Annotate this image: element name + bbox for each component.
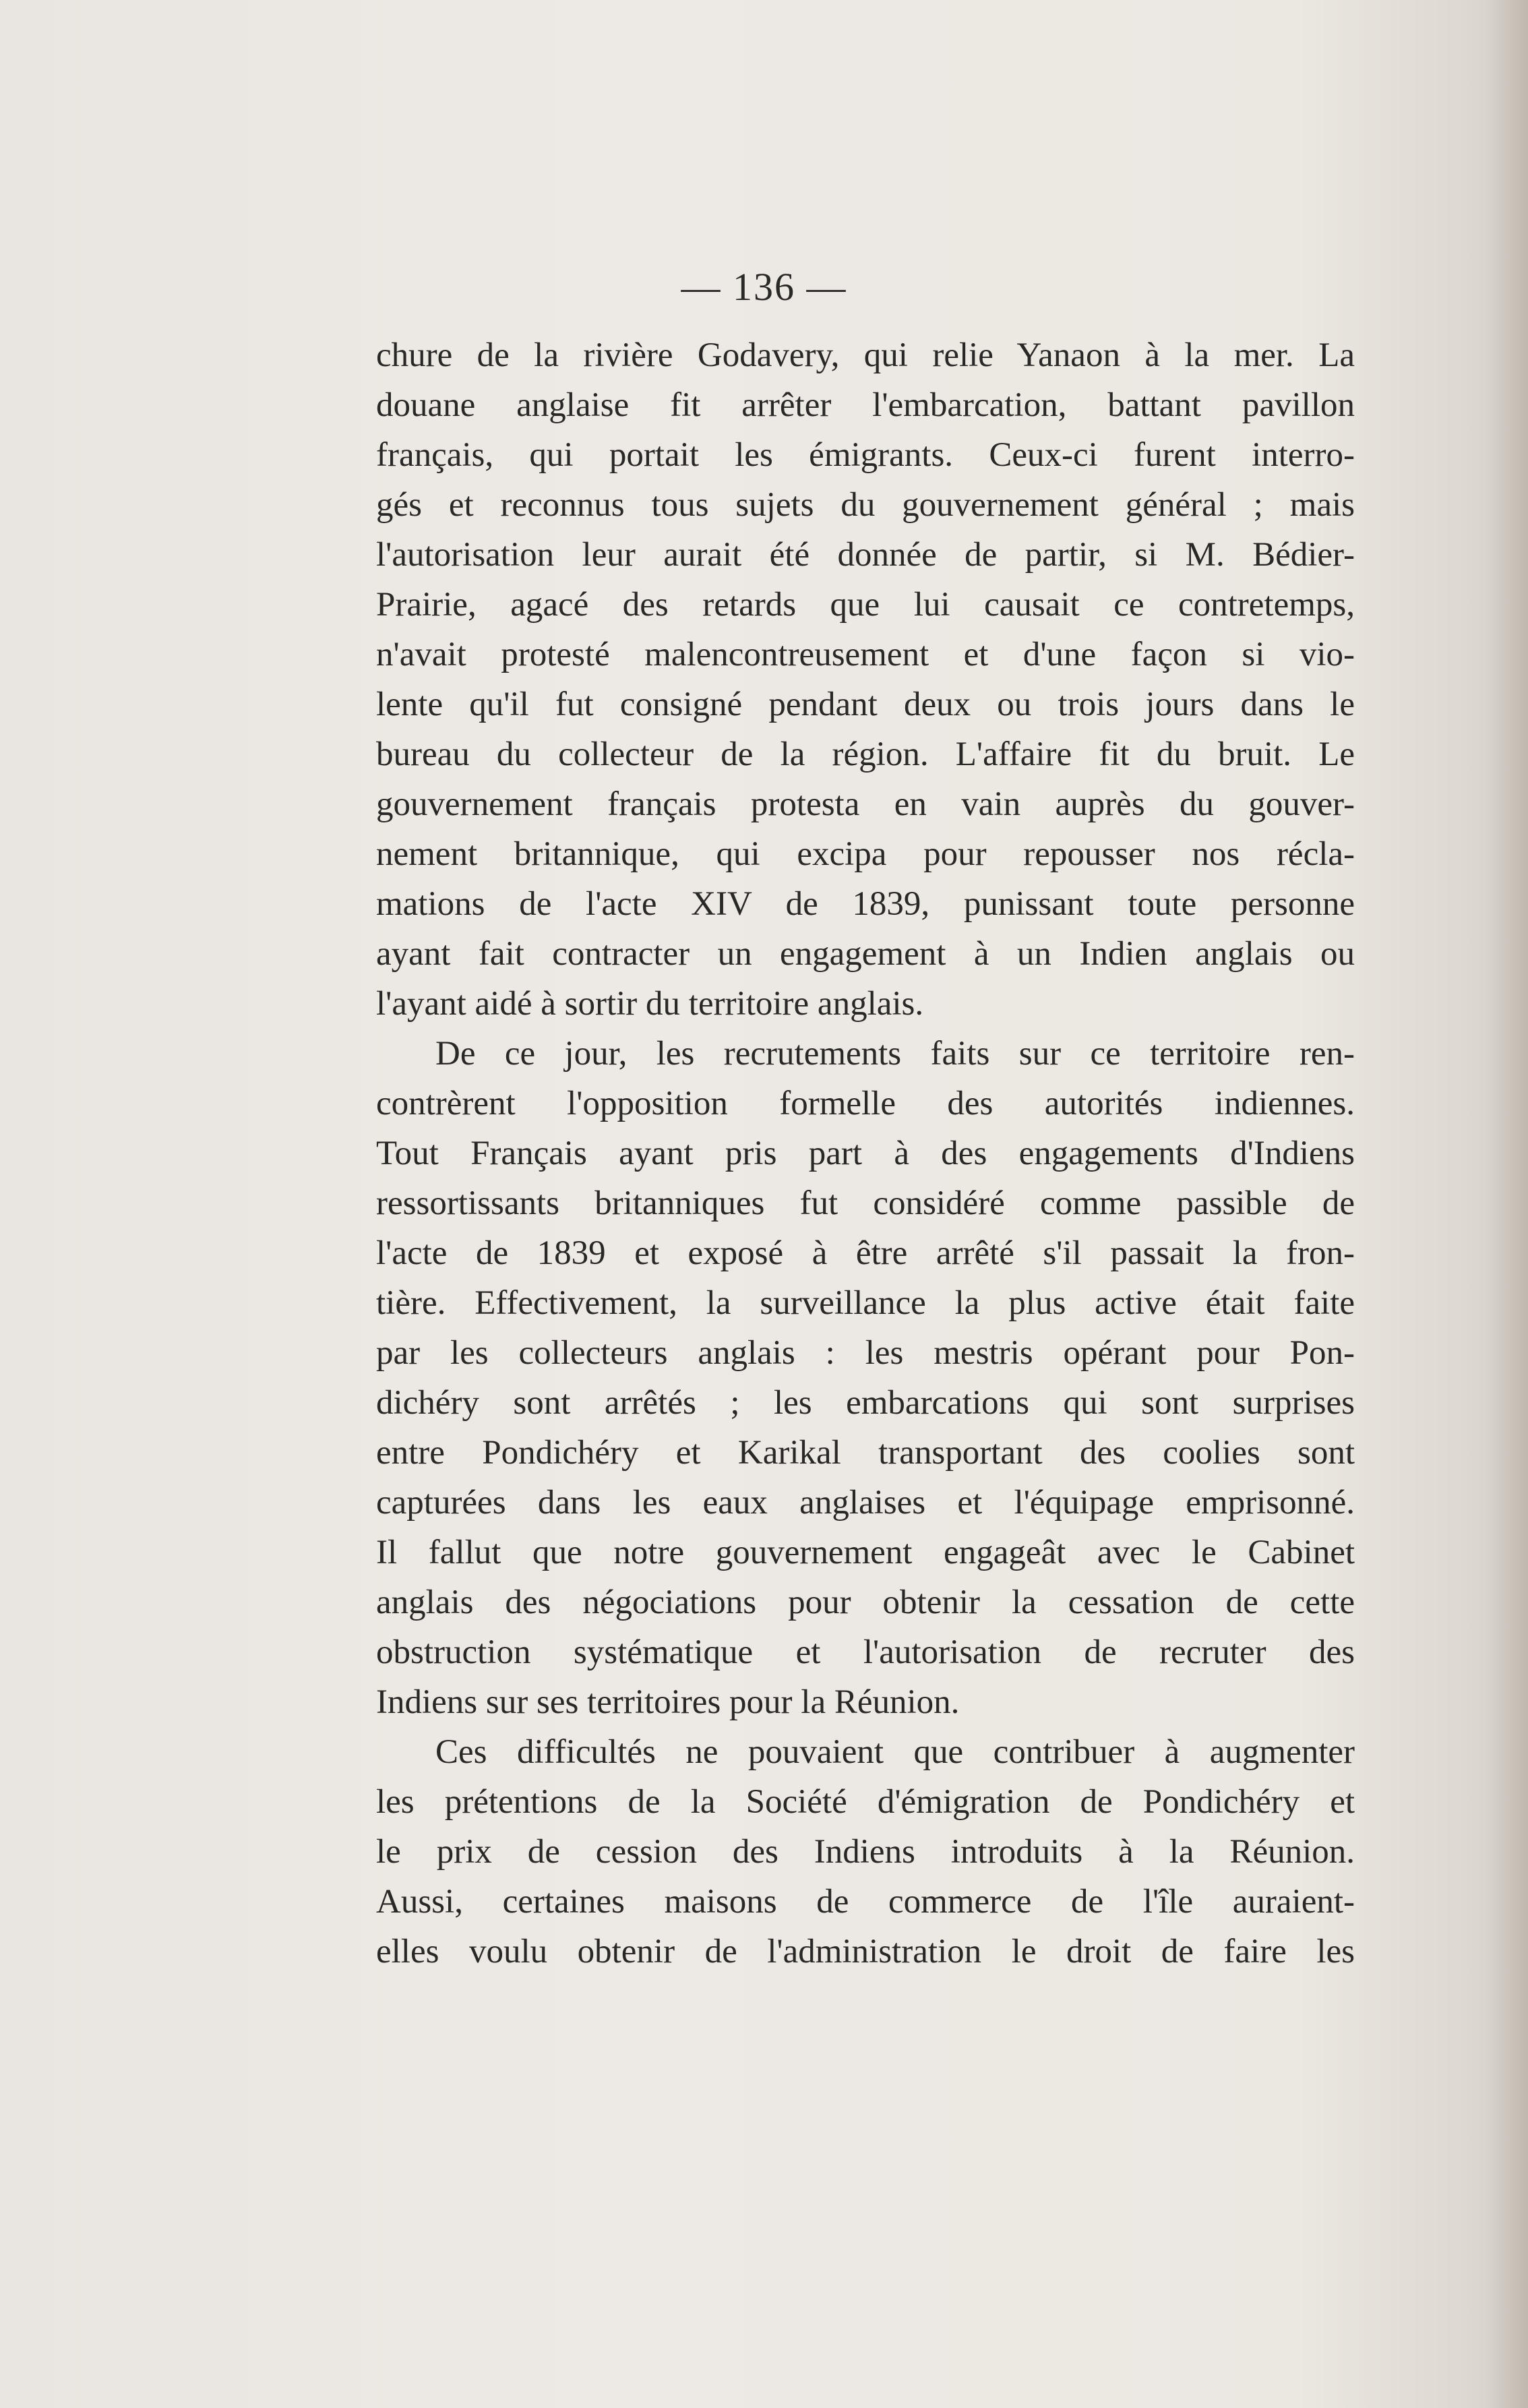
- text-line: l'acte de 1839 et exposé à être arrêté s'il passait la fron-: [376, 1234, 1355, 1272]
- text-line: Prairie, agacé des retards que lui causait ce contretemps,: [376, 586, 1355, 624]
- text-line: contrèrent l'opposition formelle des autorités indiennes.: [376, 1085, 1355, 1122]
- text-line: lente qu'il fut consigné pendant deux ou trois jours dans le: [376, 686, 1355, 723]
- text-line: Tout Français ayant pris part à des engagements d'Indiens: [376, 1135, 1355, 1172]
- paragraph-end-line: Indiens sur ses territoires pour la Réunion.: [376, 1683, 960, 1721]
- body-text: [376, 330, 1355, 1977]
- text-line: nement britannique, qui excipa pour repousser nos récla-: [376, 835, 1355, 873]
- text-line: mations de l'acte XIV de 1839, punissant toute personne: [376, 885, 1355, 923]
- paragraph-start-line: De ce jour, les recrutements faits sur ce territoire ren-: [435, 1035, 1355, 1073]
- text-line: par les collecteurs anglais : les mestris opérant pour Pon-: [376, 1334, 1355, 1372]
- paragraph-end-line: l'ayant aidé à sortir du territoire anglais.: [376, 985, 924, 1023]
- text-line: tière. Effectivement, la surveillance la plus active était faite: [376, 1284, 1355, 1322]
- text-line: les prétentions de la Société d'émigration de Pondichéry et: [376, 1783, 1355, 1821]
- text-line: bureau du collecteur de la région. L'affaire fit du bruit. Le: [376, 735, 1355, 773]
- text-line: le prix de cession des Indiens introduits à la Réunion.: [376, 1833, 1355, 1871]
- text-line: douane anglaise fit arrêter l'embarcation, battant pavillon: [376, 386, 1355, 424]
- text-line: dichéry sont arrêtés ; les embarcations qui sont surprises: [376, 1384, 1355, 1422]
- text-line: français, qui portait les émigrants. Ceux-ci furent interro-: [376, 436, 1355, 474]
- text-line: gouvernement français protesta en vain auprès du gouver-: [376, 785, 1355, 823]
- paragraph-start-line: Ces difficultés ne pouvaient que contribuer à augmenter: [435, 1733, 1355, 1771]
- text-line: capturées dans les eaux anglaises et l'équipage emprisonné.: [376, 1484, 1355, 1522]
- page-number: — 136 —: [681, 265, 847, 309]
- text-line: ressortissants britanniques fut considéré comme passible de: [376, 1184, 1355, 1222]
- text-line: obstruction systématique et l'autorisation de recruter des: [376, 1633, 1355, 1671]
- text-line: anglais des négociations pour obtenir la cessation de cette: [376, 1584, 1355, 1621]
- text-line: gés et reconnus tous sujets du gouvernement général ; mais: [376, 486, 1355, 524]
- text-line: chure de la rivière Godavery, qui relie Yanaon à la mer. La: [376, 336, 1355, 374]
- text-line: Aussi, certaines maisons de commerce de l'île auraient-: [376, 1883, 1355, 1921]
- text-line: ayant fait contracter un engagement à un Indien anglais ou: [376, 935, 1355, 973]
- text-line: Il fallut que notre gouvernement engageât avec le Cabinet: [376, 1534, 1355, 1571]
- text-line: n'avait protesté malencontreusement et d'une façon si vio-: [376, 636, 1355, 673]
- page-edge-shadow: [1488, 0, 1528, 2408]
- text-line: l'autorisation leur aurait été donnée de partir, si M. Bédier-: [376, 536, 1355, 574]
- text-line: elles voulu obtenir de l'administration le droit de faire les: [376, 1933, 1355, 1970]
- text-line: entre Pondichéry et Karikal transportant des coolies sont: [376, 1434, 1355, 1472]
